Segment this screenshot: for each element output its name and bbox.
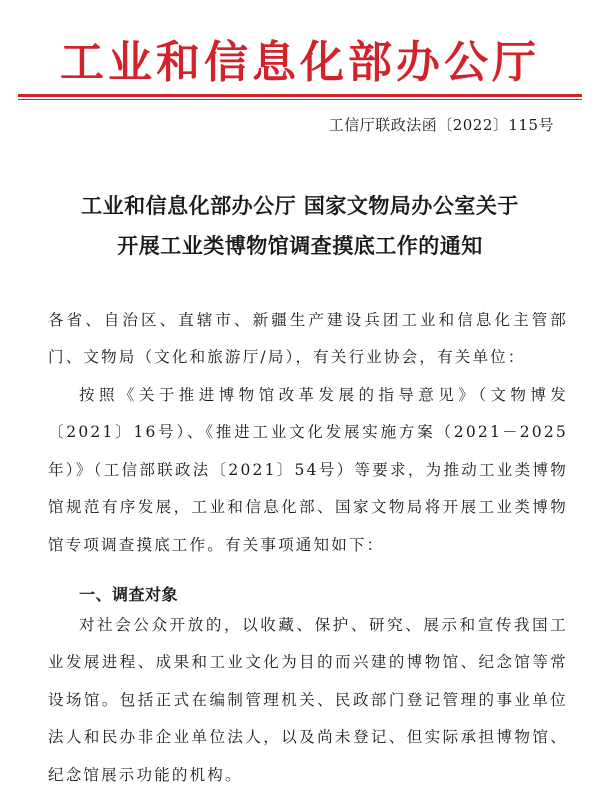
section-heading-survey-targets: 一、调查对象 [79,585,179,604]
document-number: 工信厅联政法函〔2022〕115号 [328,116,554,134]
letterhead-red-rule [18,94,582,97]
letterhead-agency-name: 工业和信息化部办公厅 [60,37,540,88]
salutation-paragraph: 各省、自治区、直辖市、新疆生产建设兵团工业和信息化主管部门、文物局（文化和旅游厅/局），有关行业协会，有关单位： [48,311,568,367]
letterhead-red-rule-thin [18,99,582,100]
intro-paragraph: 按照《关于推进博物馆改革发展的指导意见》（文物博发〔2021〕16号）、《推进工业文化发展实施方案（2021－2025年）》（工信部联政法〔2021〕54号）等要求，为推动工业类博物馆规范有序发展，工业和信息化部、国家文物局将开展工业类博物馆专项调查摸底工作。有关事项通知如下： [48,386,568,554]
notice-title-line-1: 工业和信息化部办公厅 国家文物局办公室关于 [81,194,519,218]
notice-title-line-2: 开展工业类博物馆调查摸底工作的通知 [117,234,483,258]
survey-targets-paragraph: 对社会公众开放的，以收藏、保护、研究、展示和宣传我国工业发展进程、成果和工业文化为目的而兴建的博物馆、纪念馆等常设场馆。包括正式在编制管理机关、民政部门登记管理的事业单位法人和民办非企业单位法人，以及尚未登记、但实际承担博物馆、纪念馆展示功能的机构。 [48,616,568,784]
